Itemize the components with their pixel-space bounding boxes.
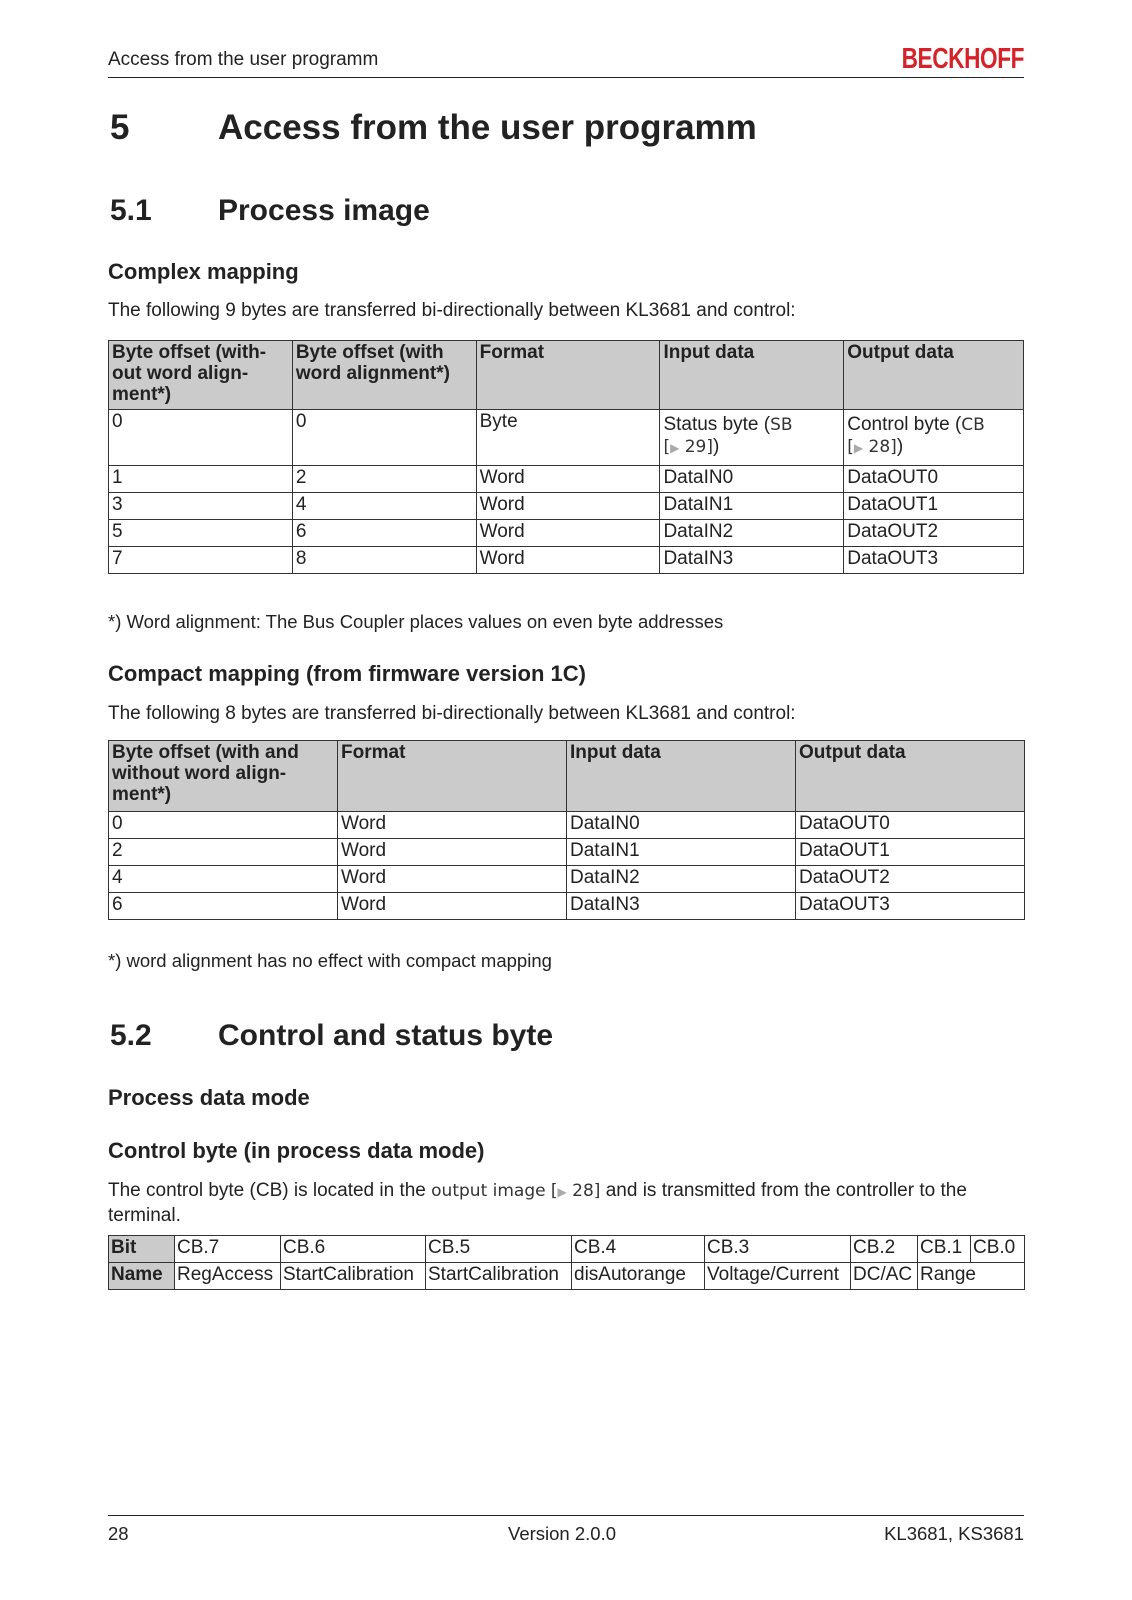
ref-arrow-icon: ▶ — [670, 441, 680, 455]
table-cell: Status byte (SB [▶ 29]) — [660, 410, 844, 466]
page-ref-link[interactable]: [▶ 28] — [550, 1181, 601, 1201]
output-image-link[interactable]: output image — [431, 1181, 546, 1201]
bit-cell: CB.7 — [175, 1236, 281, 1263]
table-cell: DataIN0 — [567, 812, 796, 839]
page-ref-link[interactable]: [▶ 29] — [663, 437, 713, 457]
column-header: Output data — [796, 741, 1025, 812]
complex-mapping-table — [108, 340, 1024, 574]
table-cell: DataIN1 — [660, 493, 844, 520]
table-row — [109, 839, 1025, 866]
compact-mapping-heading: Compact mapping (from firmware version 1C) — [108, 661, 586, 686]
column-header: Output data — [844, 341, 1024, 410]
bit-cell: CB.2 — [851, 1236, 918, 1263]
table-cell: Word — [476, 520, 660, 547]
chapter-title: Access from the user programm — [218, 108, 757, 147]
table-cell: 0 — [109, 410, 293, 466]
page-footer — [108, 1515, 1024, 1544]
bit-cell: CB.4 — [572, 1236, 705, 1263]
column-header: Byte offset (with and without word align-ment*) — [109, 741, 338, 812]
name-cell: RegAccess — [175, 1263, 281, 1290]
name-cell: StartCalibration — [426, 1263, 572, 1290]
bit-cell: CB.5 — [426, 1236, 572, 1263]
page-header — [108, 43, 1024, 78]
cb-link[interactable]: CB — [961, 415, 985, 435]
page-number: 28 — [108, 1523, 129, 1544]
table-cell: DataIN2 — [567, 866, 796, 893]
table-cell: DataIN2 — [660, 520, 844, 547]
process-data-mode-heading: Process data mode — [108, 1085, 310, 1110]
table-row — [109, 866, 1025, 893]
section-title: Process image — [218, 194, 430, 227]
table-cell: Word — [338, 866, 567, 893]
table-cell: Word — [338, 893, 567, 920]
complex-mapping-intro: The following 9 bytes are transferred bi-directionally between KL3681 and control: — [108, 300, 796, 321]
table-cell: 2 — [292, 466, 476, 493]
control-byte-paragraph — [108, 1179, 1024, 1227]
column-header: Byte offset (with-out word align-ment*) — [109, 341, 293, 410]
beckhoff-logo: BECKHOFF — [901, 43, 1024, 75]
table-cell: 0 — [292, 410, 476, 466]
sb-link[interactable]: SB — [770, 415, 793, 435]
table-cell: 6 — [292, 520, 476, 547]
page-ref-number: 28 — [572, 1181, 594, 1201]
column-header: Input data — [567, 741, 796, 812]
table-cell: 4 — [292, 493, 476, 520]
table-cell: DataOUT0 — [796, 812, 1025, 839]
table-header-row — [109, 341, 1024, 410]
name-label: Name — [109, 1263, 175, 1290]
table-header-row — [109, 741, 1025, 812]
table-cell: DataOUT2 — [844, 520, 1024, 547]
paragraph-text: The control byte (CB) is located in the — [108, 1180, 432, 1201]
cell-text: Control byte ( — [847, 414, 962, 435]
table-row — [109, 520, 1024, 547]
bit-cell: CB.0 — [971, 1236, 1025, 1263]
table-cell: 1 — [109, 466, 293, 493]
table-cell: Word — [338, 839, 567, 866]
table-cell: DataOUT1 — [796, 839, 1025, 866]
column-header: Format — [476, 341, 660, 410]
table-cell: 6 — [109, 893, 338, 920]
bit-row — [109, 1236, 1025, 1263]
name-cell: StartCalibration — [281, 1263, 426, 1290]
document-version: Version 2.0.0 — [508, 1523, 616, 1544]
bit-cell: CB.1 — [918, 1236, 971, 1263]
table-cell: Word — [476, 547, 660, 574]
bit-cell: CB.6 — [281, 1236, 426, 1263]
complex-mapping-footnote: *) Word alignment: The Bus Coupler places values on even byte addresses — [108, 611, 724, 632]
table-cell: DataOUT3 — [844, 547, 1024, 574]
bit-label: Bit — [109, 1236, 175, 1263]
column-header: Input data — [660, 341, 844, 410]
table-row — [109, 410, 1024, 466]
table-cell: DataIN3 — [660, 547, 844, 574]
table-row — [109, 547, 1024, 574]
ref-arrow-icon: ▶ — [557, 1185, 567, 1199]
table-row — [109, 493, 1024, 520]
compact-mapping-footnote: *) word alignment has no effect with compact mapping — [108, 950, 552, 971]
control-byte-heading: Control byte (in process data mode) — [108, 1138, 485, 1163]
name-row — [109, 1263, 1025, 1290]
complex-mapping-heading: Complex mapping — [108, 259, 299, 284]
header-title: Access from the user programm — [108, 49, 379, 70]
table-cell: Byte — [476, 410, 660, 466]
control-byte-bits-table — [108, 1235, 1025, 1290]
bit-cell: CB.3 — [705, 1236, 851, 1263]
ref-arrow-icon: ▶ — [853, 441, 864, 455]
section-number: 5.2 — [110, 1019, 152, 1052]
name-cell: Range — [918, 1263, 1025, 1290]
table-cell: Word — [476, 493, 660, 520]
paragraph-text: and is transmitted from the controller to the terminal. — [108, 1180, 967, 1226]
table-row — [109, 466, 1024, 493]
column-header: Byte offset (with word alignment*) — [292, 341, 476, 410]
table-cell: DataIN1 — [567, 839, 796, 866]
table-cell: DataIN3 — [567, 893, 796, 920]
table-cell: DataOUT2 — [796, 866, 1025, 893]
product-name: KL3681, KS3681 — [884, 1523, 1024, 1544]
table-cell: 3 — [109, 493, 293, 520]
column-header: Format — [338, 741, 567, 812]
name-cell: disAutorange — [572, 1263, 705, 1290]
table-cell: DataIN0 — [660, 466, 844, 493]
page-ref-link[interactable]: [▶ 28] — [847, 437, 897, 457]
table-cell: Word — [476, 466, 660, 493]
table-cell: DataOUT0 — [844, 466, 1024, 493]
name-cell: DC/AC — [851, 1263, 918, 1290]
table-row — [109, 812, 1025, 839]
cell-text: Status byte ( — [663, 414, 771, 435]
table-row — [109, 893, 1025, 920]
table-cell: 4 — [109, 866, 338, 893]
chapter-number: 5 — [110, 108, 130, 147]
table-cell: 8 — [292, 547, 476, 574]
table-cell: 5 — [109, 520, 293, 547]
table-cell: Control byte (CB [▶ 28]) — [844, 410, 1024, 466]
section-number: 5.1 — [110, 194, 152, 227]
table-cell: Word — [338, 812, 567, 839]
compact-mapping-intro: The following 8 bytes are transferred bi-directionally between KL3681 and control: — [108, 703, 796, 724]
table-cell: 0 — [109, 812, 338, 839]
table-cell: 2 — [109, 839, 338, 866]
table-cell: 7 — [109, 547, 293, 574]
section-title: Control and status byte — [218, 1019, 554, 1052]
compact-mapping-table — [108, 740, 1025, 920]
page-ref-number: 29 — [684, 437, 707, 457]
table-cell: DataOUT3 — [796, 893, 1025, 920]
name-cell: Voltage/Current — [705, 1263, 851, 1290]
page-ref-number: 28 — [868, 437, 891, 457]
table-cell: DataOUT1 — [844, 493, 1024, 520]
